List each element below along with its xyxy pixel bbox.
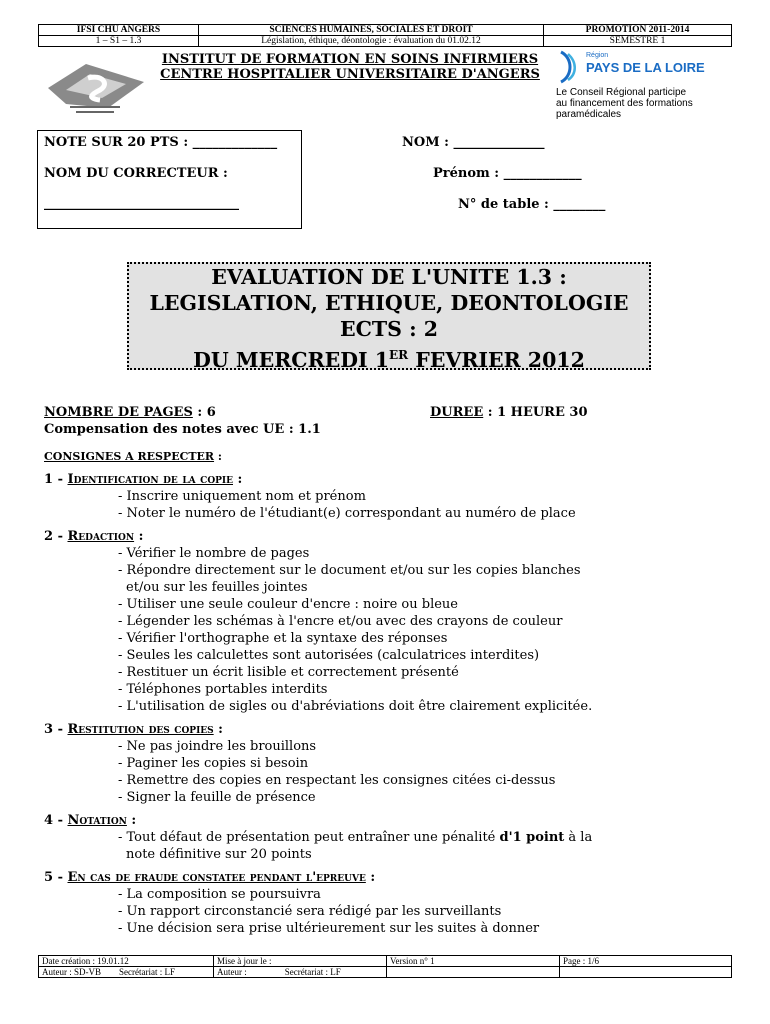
section-colon: : [134, 529, 144, 544]
section-number: 4 - [44, 813, 68, 828]
footer-page: Page : 1/6 [560, 956, 732, 967]
footer-empty-2 [560, 967, 732, 978]
footer-version: Version n° 1 [387, 956, 560, 967]
footer-update: Mise à jour le : [214, 956, 387, 967]
institute-line-1: INSTITUT DE FORMATION EN SOINS INFIRMIERS [161, 52, 539, 67]
instruction-item: note définitive sur 20 points [126, 847, 312, 862]
section-number: 2 - [44, 529, 68, 544]
header-code: 1 – S1 – 1.3 [39, 36, 199, 47]
title-date-b: FEVRIER 2012 [408, 347, 585, 372]
region-caption-line-2: au financement des formations [556, 98, 693, 109]
consignes-suffix: : [214, 450, 222, 463]
footer-creation: Date création : 19.01.12 [39, 956, 214, 967]
region-name: PAYS DE LA LOIRE [586, 60, 705, 75]
section-title: Restitution des copies [67, 722, 214, 737]
section-number: 1 - [44, 472, 68, 487]
instruction-item: - La composition se poursuivra [118, 887, 321, 902]
instruction-item: - Restituer un écrit lisible et correctement présenté [118, 665, 459, 680]
instruction-part: - Tout défaut de présentation peut entraîner une pénalité [118, 830, 500, 845]
instruction-item: - Une décision sera prise ultérieurement sur les suites à donner [118, 921, 540, 936]
section-heading [44, 869, 734, 886]
header-semester: SEMESTRE 1 [544, 36, 732, 47]
section-heading [44, 528, 734, 545]
section-heading [44, 471, 734, 488]
pages-value: : 6 [192, 405, 216, 420]
pages-duration-row [44, 404, 734, 421]
region-small-label: Région [586, 52, 609, 59]
institute-name [150, 52, 550, 82]
section-heading [44, 721, 734, 738]
correcteur-field[interactable]: ______________________________ [44, 196, 239, 211]
correcteur-label: NOM DU CORRECTEUR : [44, 166, 228, 181]
author-1: Auteur : SD-VB [42, 967, 101, 977]
duration-label: DUREE [430, 405, 484, 420]
instruction-item: et/ou sur les feuilles jointes [126, 580, 308, 595]
duration-value: : 1 HEURE 30 [483, 405, 588, 420]
duration-info [430, 404, 588, 421]
instruction-item: - Téléphones portables interdits [118, 682, 328, 697]
footer-author-2 [214, 967, 387, 978]
region-caption-line-3: paramédicales [556, 109, 622, 120]
section-number: 5 - [44, 870, 68, 885]
instruction-part: d'1 point [499, 830, 565, 845]
secretariat-2: Secrétariat : LF [284, 967, 341, 977]
section-title: Redaction [67, 529, 135, 544]
institute-line-2: CENTRE HOSPITALIER UNIVERSITAIRE D'ANGERS [160, 67, 540, 82]
chu-angers-logo [46, 56, 146, 118]
instruction-item: - Vérifier l'orthographe et la syntaxe des réponses [118, 631, 448, 646]
title-line-2: LEGISLATION, ETHIQUE, DEONTOLOGIE [149, 291, 629, 315]
section-colon: : [233, 472, 243, 487]
title-line-1: EVALUATION DE L'UNITE 1.3 : [211, 265, 567, 289]
instruction-item: - Répondre directement sur le document et/ou sur les copies blanches [118, 563, 581, 578]
title-line-4 [129, 342, 649, 373]
section-title: Identification de la copie [67, 472, 233, 487]
instruction-item: - Inscrire uniquement nom et prénom [118, 489, 366, 504]
instruction-item: - Remettre des copies en respectant les consignes citées ci-dessus [118, 773, 556, 788]
region-caption-line-1: Le Conseil Régional participe [556, 87, 687, 98]
footer-author-1 [39, 967, 214, 978]
footer-table [38, 955, 732, 978]
section-title: Notation [67, 813, 127, 828]
header-promotion: PROMOTION 2011-2014 [544, 25, 732, 36]
header-subject: Législation, éthique, déontologie : évaluation du 01.02.12 [199, 36, 544, 47]
section-colon: : [213, 722, 223, 737]
section-colon: : [365, 870, 376, 885]
instruction-item: - Seules les calculettes sont autorisées (calculatrices interdites) [118, 648, 540, 663]
secretariat-1: Secrétariat : LF [119, 967, 175, 977]
pages-label: NOMBRE DE PAGES [44, 405, 193, 420]
note-field[interactable]: NOTE SUR 20 PTS : _____________ [44, 135, 278, 150]
instruction-item: - Noter le numéro de l'étudiant(e) correspondant au numéro de place [118, 506, 576, 521]
section-title: En cas de fraude constatee pendant l'epreuve [67, 870, 366, 885]
title-date-a: DU MERCREDI 1 [193, 347, 390, 372]
instruction-item: - Légender les schémas à l'encre et/ou avec des crayons de couleur [118, 614, 563, 629]
instruction-item: - Vérifier le nombre de pages [118, 546, 310, 561]
instructions [44, 404, 734, 937]
prenom-field[interactable]: Prénom : ____________ [433, 166, 582, 181]
title-date-sup: ER [389, 348, 409, 362]
author-2: Auteur : [217, 967, 247, 977]
section-colon: : [126, 813, 137, 828]
instruction-item: - Utiliser une seule couleur d'encre : noire ou bleue [118, 597, 458, 612]
region-caption [556, 87, 736, 120]
nom-field[interactable]: NOM : ______________ [402, 135, 545, 150]
exam-title-box [127, 262, 651, 370]
section-heading [44, 812, 734, 829]
header-table [38, 24, 732, 47]
sections-list [44, 471, 734, 937]
title-line-3: ECTS : 2 [339, 317, 439, 341]
consignes-heading [44, 448, 734, 465]
instruction-item [44, 829, 734, 846]
table-number-field[interactable]: N° de table : ________ [458, 197, 606, 212]
instruction-part: à la [564, 830, 593, 845]
section-number: 3 - [44, 722, 68, 737]
instruction-item: - L'utilisation de sigles ou d'abréviations doit être clairement explicitée. [118, 699, 593, 714]
pages-info [44, 405, 216, 420]
footer-empty-1 [387, 967, 560, 978]
instruction-item: - Paginer les copies si besoin [118, 756, 309, 771]
compensation: Compensation des notes avec UE : 1.1 [44, 422, 321, 437]
consignes-label: CONSIGNES A RESPECTER [44, 450, 215, 463]
instruction-item: - Signer la feuille de présence [118, 790, 316, 805]
instruction-item: - Un rapport circonstancié sera rédigé par les surveillants [118, 904, 502, 919]
header-domain: SCIENCES HUMAINES, SOCIALES ET DROIT [199, 25, 544, 36]
header-school: IFSI CHU ANGERS [39, 25, 199, 36]
instruction-item: - Ne pas joindre les brouillons [118, 739, 317, 754]
